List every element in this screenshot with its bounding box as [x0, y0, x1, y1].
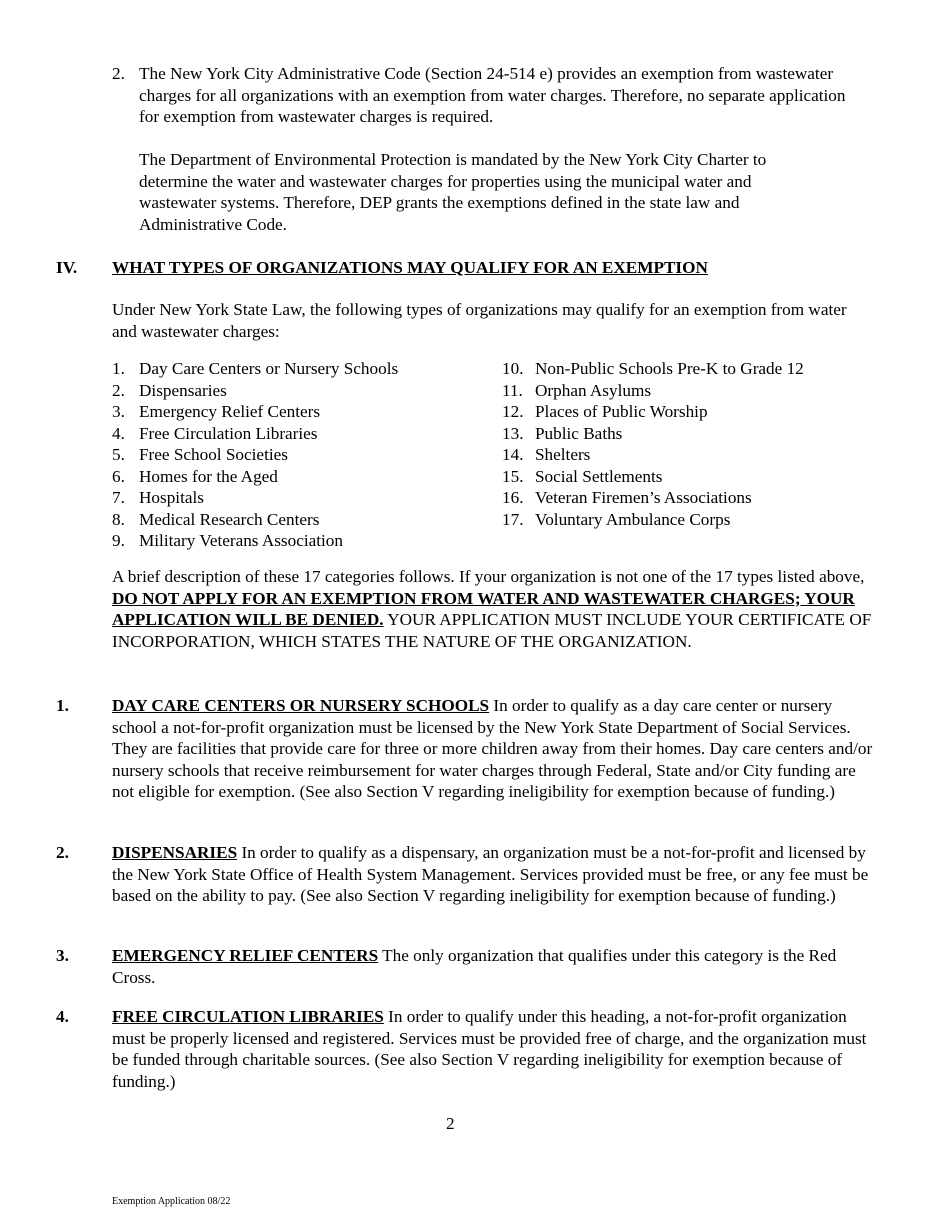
- list-item-number: 12.: [502, 402, 524, 421]
- list-item-label: Homes for the Aged: [139, 466, 278, 486]
- list-item-number: 10.: [502, 359, 524, 378]
- list-item: [502, 466, 663, 488]
- list-item: [502, 358, 804, 380]
- intro-item-number: 2.: [112, 64, 125, 83]
- list-item-label: Social Settlements: [535, 466, 663, 486]
- list-item: [112, 380, 227, 402]
- notice-warning: DO NOT APPLY FOR AN EXEMPTION FROM WATER AND WASTEWATER CHARGES; YOUR APPLICATION WILL BE DENIED.: [112, 588, 855, 629]
- list-item: [502, 509, 731, 531]
- category-number: 2.: [56, 843, 69, 862]
- footer-text: Exemption Application 08/22: [112, 1196, 231, 1207]
- category-title: EMERGENCY RELIEF CENTERS: [112, 946, 379, 965]
- list-item-number: 6.: [112, 466, 125, 486]
- list-item-label: Shelters: [535, 445, 591, 464]
- list-item-number: 5.: [112, 445, 125, 464]
- notice-tail: YOUR APPLICATION MUST INCLUDE YOUR CERTIFICATE OF INCORPORATION, WHICH STATES THE NATURE OF THE ORGANIZATION.: [112, 610, 872, 651]
- category-number: 3.: [56, 946, 69, 965]
- list-item: [112, 423, 318, 445]
- list-item-label: Voluntary Ambulance Corps: [535, 509, 731, 529]
- list-item-number: 1.: [112, 359, 125, 378]
- category-number: 4.: [56, 1007, 69, 1026]
- list-item-label: Non-Public Schools Pre-K to Grade 12: [535, 359, 804, 378]
- category-body: In order to qualify under this heading, a not-for-profit organization must be properly licensed and registered. Services must be provided free of charge, and the organization must be funded through charitable sources. (See also Section V regarding ineligibility for exemption because of funding.): [112, 1007, 867, 1091]
- notice-lead: A brief description of these 17 categories follows. If your organization is not one of the 17 types listed above,: [112, 567, 865, 586]
- org-list-right: [502, 358, 804, 530]
- list-item: [502, 487, 752, 509]
- category-item: [112, 945, 877, 988]
- page-number: 2: [446, 1114, 455, 1133]
- list-item: [502, 380, 652, 402]
- list-item-label: Hospitals: [139, 488, 204, 507]
- notice-paragraph: [112, 566, 880, 652]
- category-body: In order to qualify as a day care center or nursery school a not-for-profit organization must be licensed by the New York State Department of Social Services. They are facilities that provide care for three or more children away from their homes. Day care centers and/or nursery schools that receive reimbursement for water charges through Federal, State and/or City funding are not eligible for exemption. (See also Section V regarding ineligibility for exemption because of funding.): [112, 696, 873, 801]
- list-item: [112, 466, 278, 488]
- list-item-number: 15.: [502, 466, 524, 486]
- list-item-number: 4.: [112, 423, 125, 443]
- list-item-number: 9.: [112, 531, 125, 550]
- list-item-number: 14.: [502, 445, 524, 464]
- list-item-number: 13.: [502, 423, 524, 443]
- list-item-number: 8.: [112, 509, 125, 529]
- list-item-label: Orphan Asylums: [535, 380, 652, 400]
- list-item-number: 3.: [112, 402, 125, 421]
- list-item-label: Day Care Centers or Nursery Schools: [139, 359, 399, 378]
- category-body: In order to qualify as a dispensary, an organization must be a not-for-profit and licensed by the New York State Office of Health System Management. Services provided must be free, or any fee must be based on the ability to pay. (See also Section V regarding ineligibility for exemption because of funding.): [112, 843, 869, 905]
- list-item: [502, 423, 623, 445]
- list-item-label: Dispensaries: [139, 380, 227, 400]
- list-item-label: Medical Research Centers: [139, 509, 320, 529]
- list-item: [502, 401, 708, 423]
- category-item: [112, 842, 877, 907]
- section-lead: Under New York State Law, the following types of organizations may qualify for an exemption from water and wastewater charges:: [112, 300, 847, 341]
- list-item-label: Free School Societies: [139, 445, 288, 464]
- category-item: [112, 695, 877, 803]
- list-item-label: Free Circulation Libraries: [139, 423, 318, 443]
- list-item-label: Places of Public Worship: [535, 402, 708, 421]
- category-title: DISPENSARIES: [112, 843, 238, 862]
- dep-paragraph: The Department of Environmental Protection is mandated by the New York City Charter to determine the water and wastewater charges for properties using the municipal water and wastewater systems. Therefore, DEP grants the exemptions defined in the state law and Administrative Code.: [139, 150, 767, 234]
- section-number: IV.: [56, 258, 78, 277]
- category-number: 1.: [56, 696, 69, 715]
- category-body: The only organization that qualifies under this category is the Red Cross.: [112, 946, 837, 987]
- list-item-label: Emergency Relief Centers: [139, 402, 321, 421]
- list-item-label: Military Veterans Association: [139, 531, 343, 550]
- list-item-number: 7.: [112, 488, 125, 507]
- category-title: DAY CARE CENTERS OR NURSERY SCHOOLS: [112, 696, 490, 715]
- list-item: [112, 530, 343, 552]
- category-item: [112, 1006, 880, 1092]
- intro-item-text: The New York City Administrative Code (Section 24-514 e) provides an exemption from wastewater charges for all organizations with an exemption from water charges. Therefore, no separate application for exemption from wastewater charges is required.: [139, 64, 846, 126]
- list-item: [502, 444, 591, 466]
- list-item: [112, 444, 288, 466]
- list-item: [112, 509, 320, 531]
- list-item-number: 2.: [112, 380, 125, 400]
- list-item-number: 11.: [502, 380, 523, 400]
- section-title: WHAT TYPES OF ORGANIZATIONS MAY QUALIFY FOR AN EXEMPTION: [112, 258, 708, 277]
- list-item-number: 17.: [502, 509, 524, 529]
- list-item: [112, 358, 399, 380]
- org-list-left: [112, 358, 399, 552]
- list-item: [112, 487, 204, 509]
- list-item: [112, 401, 321, 423]
- category-title: FREE CIRCULATION LIBRARIES: [112, 1007, 384, 1026]
- list-item-label: Public Baths: [535, 423, 623, 443]
- list-item-label: Veteran Firemen’s Associations: [535, 488, 752, 507]
- list-item-number: 16.: [502, 488, 524, 507]
